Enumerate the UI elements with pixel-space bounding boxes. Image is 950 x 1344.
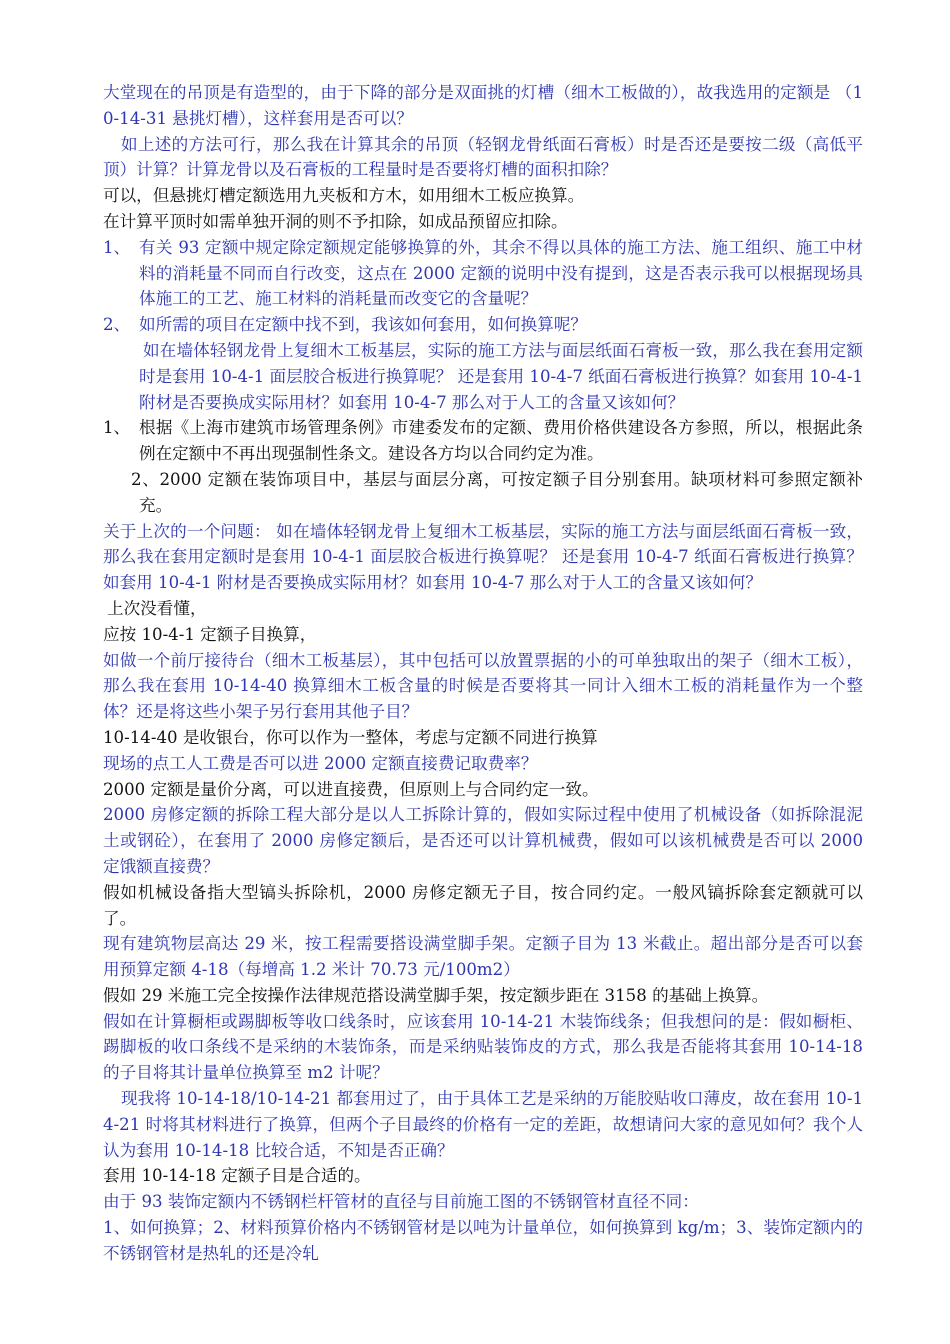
list-number: 1、 xyxy=(103,237,131,257)
list-text: 根据《上海市建筑市场管理条例》市建委发布的定额、费用价格供建设各方参照，所以，根据此条例在定额中不再出现强制性条文。建设各方均以合同约定为准。 xyxy=(139,418,863,464)
answer-paragraph: 假如 29 米施工完全按操作法律规范搭设满堂脚手架，按定额步距在 3158 的基础上换算。 xyxy=(103,985,769,1005)
question-paragraph: 2000 房修定额的拆除工程大部分是以人工拆除计算的，假如实际过程中使用了机械设备（如拆除混泥土或钢砼），在套用了 2000 房修定额后，是否还可以计算机械费，假如可以该机械费是否可以 2000 定饿额直接费？ xyxy=(103,805,863,876)
answer-paragraph: 假如机械设备指大型镐头拆除机，2000 房修定额无子目，按合同约定。一般风镐拆除套定额就可以了。 xyxy=(103,882,863,928)
answer-paragraph: 10-14-40 是收银台，你可以作为一整体，考虑与定额不同进行换算 xyxy=(103,727,598,747)
list-text: 如所需的项目在定额中找不到，我该如何套用，如何换算呢？ xyxy=(139,315,588,335)
numbered-answer xyxy=(103,415,863,467)
list-text: 有关 93 定额中规定除定额规定能够换算的外，其余不得以具体的施工方法、施工组织、施工中材料的消耗量不同而自行改变，这点在 2000 定额的说明中没有提到，这是否表示我可以根据现场具体施工的工艺、施工材料的消耗量而改变它的含量呢？ xyxy=(139,237,863,309)
question-paragraph: 假如在计算橱柜或踢脚板等收口线条时，应该套用 10-14-21 木装饰线条；但我想问的是：假如橱柜、踢脚板的收口条线不是采纳的木装饰条，而是采纳贴装饰皮的方式，那么我是否能将其套用 10-14-18 的子目将其计量单位换算至 m2 计呢？ xyxy=(103,1011,863,1083)
question-paragraph: 大堂现在的吊顶是有造型的，由于下降的部分是双面挑的灯槽（细木工板做的），故我选用的定额是 （10-14-31 悬挑灯槽），这样套用是否可以？ xyxy=(103,83,863,128)
numbered-question xyxy=(103,312,863,338)
question-paragraph: 如在墙体轻钢龙骨上复细木工板基层，实际的施工方法与面层纸面石膏板一致，那么我在套用定额时是套用 10-4-1 面层胶合板进行换算呢？ 还是套用 10-4-7 纸面石膏板进行换算？如套用 10-4-1 附材是否要换成实际用材？如套用 10-4-7 那么对于人工的含量又该如何？ xyxy=(139,340,863,412)
question-paragraph: 如上述的方法可行，那么我在计算其余的吊顶（轻钢龙骨纸面石膏板）时是否还是要按二级（高低平顶）计算？计算龙骨以及石膏板的工程量时是否要将灯槽的面积扣除？ xyxy=(103,134,863,180)
numbered-question xyxy=(103,235,863,312)
question-paragraph: 现有建筑物层高达 29 米，按工程需要搭设满堂脚手架。定额子目为 13 米截止。超出部分是否可以套用预算定额 4-18（每增高 1.2 米计 70.73 元/100m2） xyxy=(103,934,863,980)
question-paragraph: 现场的点工人工费是否可以进 2000 定额直接费记取费率？ xyxy=(103,753,538,773)
list-number: 2、 xyxy=(103,315,131,335)
answer-paragraph: 2、2000 定额在装饰项目中，基层与面层分离，可按定额子目分别套用。缺项材料可参照定额补充。 xyxy=(131,469,863,515)
answer-paragraph: 上次没看懂， xyxy=(107,598,207,618)
question-paragraph: 现我将 10-14-18/10-14-21 都套用过了，由于具体工艺是采纳的万能胶贴收口薄皮，故在套用 10-14-21 时将其材料进行了换算，但两个子目最终的价格有一定的差距，故想请问大家的意见如何？我个人认为套用 10-14-18 比较合适，不知是否正确？ xyxy=(103,1089,863,1160)
question-paragraph: 关于上次的一个问题： 如在墙体轻钢龙骨上复细木工板基层，实际的施工方法与面层纸面石膏板一致，那么我在套用定额时是套用 10-4-1 面层胶合板进行换算呢？ 还是套用 10-4-7 纸面石膏板进行换算？如套用 10-4-1 附材是否要换成实际用材？如套用 10-4-7 那么对于人工的含量又该如何？ xyxy=(103,521,863,593)
answer-paragraph: 在计算平顶时如需单独开洞的则不予扣除，如成品预留应扣除。 xyxy=(103,211,568,231)
answer-paragraph: 应按 10-4-1 定额子目换算， xyxy=(103,624,317,644)
answer-paragraph: 2000 定额是量价分离，可以进直接费，但原则上与合同约定一致。 xyxy=(103,779,599,799)
question-paragraph: 如做一个前厅接待台（细木工板基层），其中包括可以放置票据的小的可单独取出的架子（细木工板），那么我在套用 10-14-40 换算细木工板含量的时候是否要将其一同计入细木工板的消耗量作为一个整体？还是将这些小架子另行套用其他子目？ xyxy=(103,650,863,722)
answer-paragraph: 套用 10-14-18 定额子目是合适的。 xyxy=(103,1166,371,1186)
question-paragraph: 由于 93 装饰定额内不锈钢栏杆管材的直径与目前施工图的不锈钢管材直径不同： xyxy=(103,1192,699,1212)
document-body xyxy=(103,80,863,1267)
list-number: 1、 xyxy=(103,418,131,438)
answer-paragraph: 可以，但悬挑灯槽定额选用九夹板和方木，如用细木工板应换算。 xyxy=(103,186,585,206)
question-paragraph: 1、如何换算；2、材料预算价格内不锈钢管材是以吨为计量单位，如何换算到 kg/m；3、装饰定额内的不锈钢管材是热轧的还是冷轧 xyxy=(103,1218,863,1263)
